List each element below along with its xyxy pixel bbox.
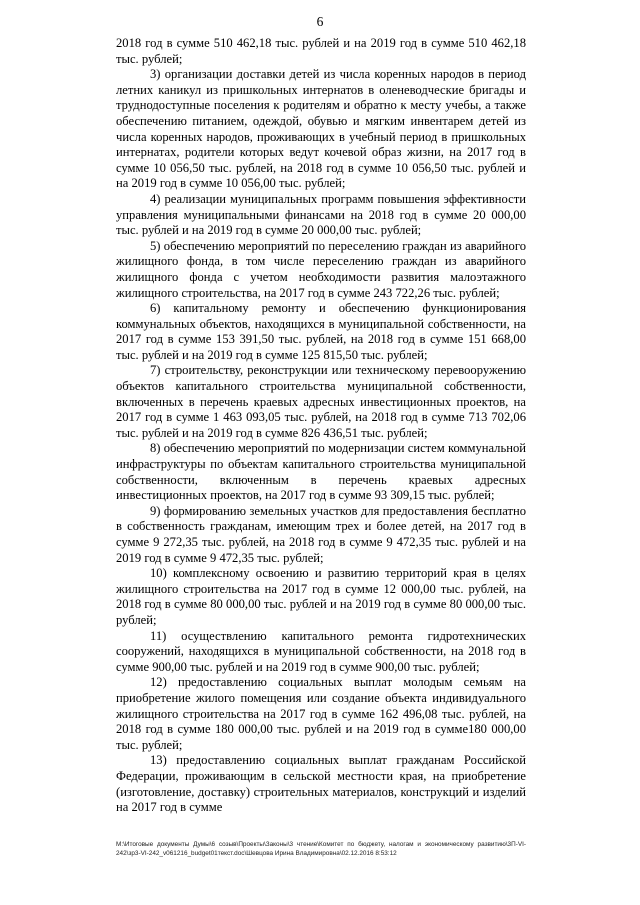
paragraph-item-12: 12) предоставлению социальных выплат молодым семьям на приобретение жилого помещения или создание объекта индивидуального жилищного строительства на 2017 год в сумме 162 496,08 тыс. рублей, на 2018 год в сумме 180 000,00 тыс. рублей и на 2019 год в сумме180 000,00 тыс. рублей; — [116, 675, 526, 752]
paragraph-item-4: 4) реализации муниципальных программ повышения эффективности управления муниципальными финансами на 2018 год в сумме 20 000,00 тыс. рублей и на 2019 год в сумме 20 000,00 тыс. рублей; — [116, 191, 526, 238]
paragraph-item-10: 10) комплексному освоению и развитию территорий края в целях жилищного строительства на 2017 год в сумме 12 000,00 тыс. рублей, на 2018 год в сумме 80 000,00 тыс. рублей и на 2019 год в сумме 80 000,00 тыс. рублей; — [116, 566, 526, 627]
paragraph-item-11: 11) осуществлению капитального ремонта гидротехнических сооружений, находящихся в муниципальной собственности, на 2018 год в сумме 900,00 тыс. рублей и на 2019 год в сумме 900,00 тыс. рублей; — [116, 628, 526, 674]
document-body — [116, 36, 526, 816]
paragraph-item-6: 6) капитальному ремонту и обеспечению функционирования коммунальных объектов, находящихся в муниципальной собственности, на 2017 год в сумме 153 391,50 тыс. рублей, на 2018 год в сумме 151 668,00 тыс. рублей и на 2019 год в сумме 125 815,50 тыс. рублей; — [116, 301, 526, 362]
paragraph-item-13: 13) предоставлению социальных выплат гражданам Российской Федерации, проживающим в сельской местности края, на приобретение (изготовление, доставку) строительных материалов, конструкций и изделий на 2017 год в сумме — [116, 753, 526, 815]
document-footer-path: M:\Итоговые документы Думы\6 созыв\Проекты\Законы\3 чтение\Комитет по бюджету, налогам и экономическому развитию\3П-VI-242\зр3-VI-242_v061216_budget01текст.doc\Шевцова Ирина Владимировна\02.12.2016 8:53:12 — [116, 841, 526, 857]
paragraph-item-5: 5) обеспечению мероприятий по переселению граждан из аварийного жилищного фонда, в том числе переселению граждан из аварийного жилищного фонда с учетом необходимости развития малоэтажного жилищного строительства, на 2017 год в сумме 243 722,26 тыс. рублей; — [116, 238, 526, 300]
paragraph-item-3: 3) организации доставки детей из числа коренных народов в период летних каникул из пришкольных интернатов в оленеводческие бригады и труднодоступные поселения к родителям и обратно к месту учебы, а также обеспечению питанием, одеждой, обувью и мягким инвентарем детей из числа коренных народов, проживающих в учебный период в пришкольных интернатах, родители которых ведут кочевой образ жизни, на 2017 год в сумме 10 056,50 тыс. рублей, на 2018 год в сумме 10 056,50 тыс. рублей и на 2019 год в сумме 10 056,00 тыс. рублей; — [116, 67, 526, 191]
paragraph-continuation: 2018 год в сумме 510 462,18 тыс. рублей и на 2019 год в сумме 510 462,18 тыс. рублей; — [116, 36, 526, 66]
paragraph-item-8: 8) обеспечению мероприятий по модернизации систем коммунальной инфраструктуры по объектам капитального строительства муниципальной собственности, включенным в перечень краевых адресных инвестиционных проектов, на 2017 год в сумме 93 309,15 тыс. рублей; — [116, 441, 526, 503]
page-number: 6 — [316, 14, 324, 29]
paragraph-item-7: 7) строительству, реконструкции или техническому перевооружению объектов капитального строительства муниципальной собственности, включенных в перечень краевых адресных инвестиционных проектов, на 2017 год в сумме 1 463 093,05 тыс. рублей, на 2018 год в сумме 713 702,06 тыс. рублей и на 2019 год в сумме 826 436,51 тыс. рублей; — [116, 363, 526, 440]
paragraph-item-9: 9) формированию земельных участков для предоставления бесплатно в собственность гражданам, имеющим трех и более детей, на 2017 год в сумме 9 272,35 тыс. рублей, на 2018 год в сумме 9 472,35 тыс. рублей и на 2019 год в сумме 9 472,35 тыс. рублей; — [116, 503, 526, 565]
